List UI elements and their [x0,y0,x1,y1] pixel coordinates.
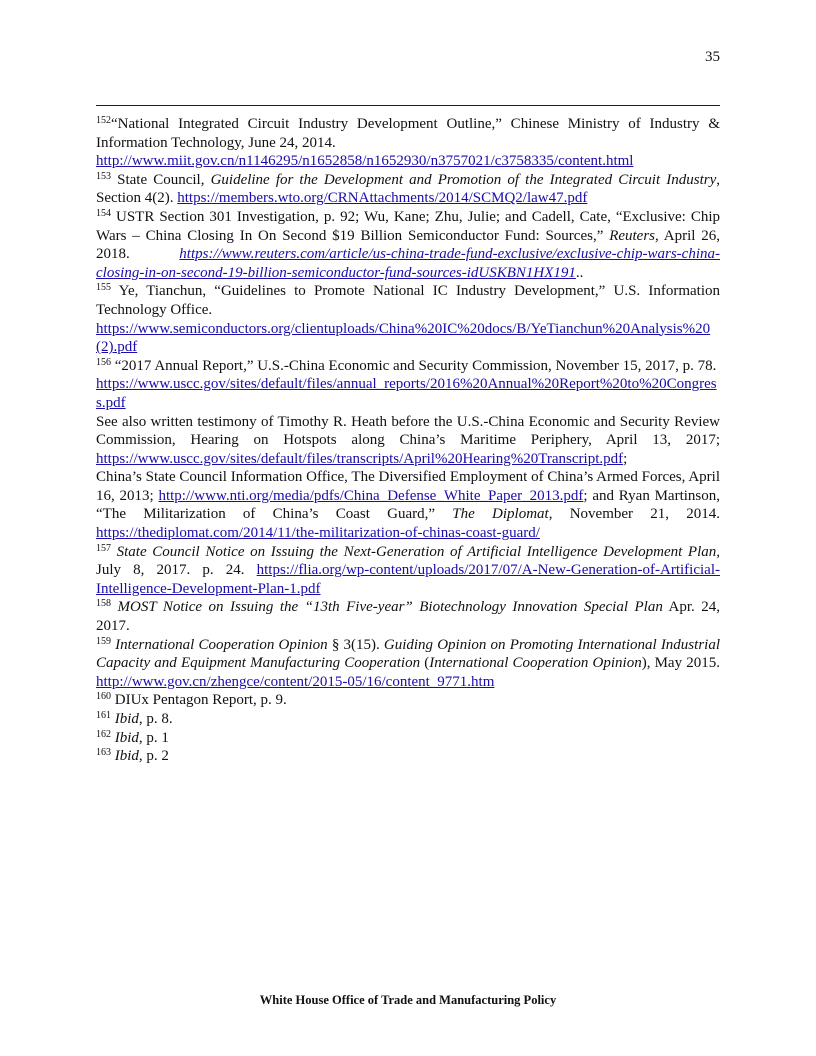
footnote-number: 153 [96,170,111,182]
footnote-159: $^{159}$ International Cooperation Opinion § 3(15). Guiding Opinion on Promoting International Industrial Capacity and Equipment Manufacturing Cooperation (International Cooperation Opinion), May 2015. http://www.gov.cn/zhengce/content/2015-05/16/content_9771.htm [96,635,720,690]
footnote-link[interactable]: http://www.gov.cn/zhengce/content/2015-05/16/content_9771.htm [96,673,495,690]
footnote-number: 159 [96,635,111,647]
footnote-number: 160 [96,691,111,703]
footnote-number: 163 [96,747,111,759]
page-number: 35 [705,49,720,65]
footnote-divider [96,105,720,106]
footnote-162: $^{162}$ Ibid, p. 1 [96,728,169,746]
footnotes-section [96,115,720,766]
footnote-number: 161 [96,710,111,721]
footnote-158: $^{158}$ MOST Notice on Issuing the “13th Five-year” Biotechnology Innovation Special Plan Apr. 24, 2017. [96,598,720,635]
page-footer: White House Office of Trade and Manufacturing Policy [259,993,557,1007]
footnote-link[interactable]: https://www.uscc.gov/sites/default/files/annual_reports/2016%20Annual%20Report%20to%20Congress.pdf [96,376,717,411]
footnote-link[interactable]: http://www.nti.org/media/pdfs/China_Defense_White_Paper_2013.pdf [158,487,584,504]
footnote-number: 154 [96,207,111,219]
footnote-161: $^{161}$ Ibid, p. 8. [96,710,173,727]
footnote-number: 155 [96,282,111,294]
footnote-153: $^{153}$ State Council, Guideline for the Development and Promotion of the Integrated Circuit Industry, Section 4(2). https://members.wto.org/CRNAttachments/2014/SCMQ2/law47.pdf [96,170,720,207]
footnote-155: $^{155}$ Ye, Tianchun, “Guidelines to Promote National IC Industry Development,” U.S. Information Technology Office. https://www.semiconductors.org/clientuploads/China%20IC%20docs/B/YeTianchun%20Analysis%20(2).pdf [96,282,720,356]
footnote-160: $^{160}$ DIUx Pentagon Report, p. 9. [96,691,287,709]
footnote-156: $^{156}$ “2017 Annual Report,” U.S.-China Economic and Security Commission, November 15, 2017, p. 78. https://www.uscc.gov/sites/default/files/annual_reports/2016%20Annual%20Report%20to%20Congress.pdf [96,356,717,411]
footnote-number: 156 [96,356,111,368]
footnote-link[interactable]: https://flia.org/wp-content/uploads/2017/07/A-New-Generation-of-Artificial-Intelligence-Development-Plan-1.pdf [96,562,720,597]
footnote-154: $^{154}$ USTR Section 301 Investigation, p. 92; Wu, Kane; Zhu, Julie; and Cadell, Cate, “Exclusive: Chip Wars – China Closing In On Second $19 Billion Semiconductor Fund: Sources,” Reuters, April 26, 2018. https://www.reuters.com/article/us-china-trade-fund-exclusive/exclusive-chip-wars-china-closing-in-on-second-19-billion-semiconductor-fund-sources-idUSKBN1HX191.. [96,207,720,281]
footnote-157: $^{157}$ State Council Notice on Issuing the Next-Generation of Artificial Intelligence Development Plan, July 8, 2017. p. 24. https://flia.org/wp-content/uploads/2017/07/A-New-Generation-of-Artificial-Intelligence-Development-Plan-1.pdf [96,542,720,597]
footnote-156-continued: See also written testimony of Timothy R. Heath before the U.S.-China Economic and Security Review Commission, Hearing on Hotspots along China’s Maritime Periphery, April 13, 2017; https://www.uscc.gov/sites/default/files/transcripts/April%20Hearing%20Transcript.pdf; [96,413,720,467]
footnote-number: 157 [96,542,111,554]
footnote-number: 162 [96,728,111,740]
footnote-163: $^{163}$ Ibid, p. 2 [96,747,169,765]
footnote-link[interactable]: http://www.miit.gov.cn/n1146295/n1652858/n1652930/n3757021/c3758335/content.html [96,153,634,170]
footnote-number: 152 [96,115,111,126]
footnote-link[interactable]: https://www.uscc.gov/sites/default/files/transcripts/April%20Hearing%20Transcript.pdf [96,450,624,467]
footnote-152: $^{152}$“National Integrated Circuit Industry Development Outline,” Chinese Ministry of Industry & Information Technology, June 24, 2014. http://www.miit.gov.cn/n1146295/n1652858/n1652930/n3757021/c3758335/content.html [96,115,720,170]
footnote-number: 158 [96,598,111,610]
footnote-156-continued-2: China’s State Council Information Office, The Diversified Employment of China’s Armed Forces, April 16, 2013; http://www.nti.org/media/pdfs/China_Defense_White_Paper_2013.pdf; and Ryan Martinson, “The Militarization of China’s Coast Guard,” The Diplomat, November 21, 2014. https://thediplomat.com/2014/11/the-militarization-of-chinas-coast-guard/ [96,469,721,542]
footnote-link[interactable]: https://www.semiconductors.org/clientuploads/China%20IC%20docs/B/YeTianchun%20Analysis%20(2).pdf [96,320,711,356]
footnote-link[interactable]: https://members.wto.org/CRNAttachments/2014/SCMQ2/law47.pdf [177,190,588,207]
footnote-link[interactable]: https://www.reuters.com/article/us-china-trade-fund-exclusive/exclusive-chip-wars-china-closing-in-on-second-19-billion-semiconductor-fund-sources-idUSKBN1HX191 [96,246,720,281]
footnote-link[interactable]: https://thediplomat.com/2014/11/the-militarization-of-chinas-coast-guard/ [96,525,540,542]
